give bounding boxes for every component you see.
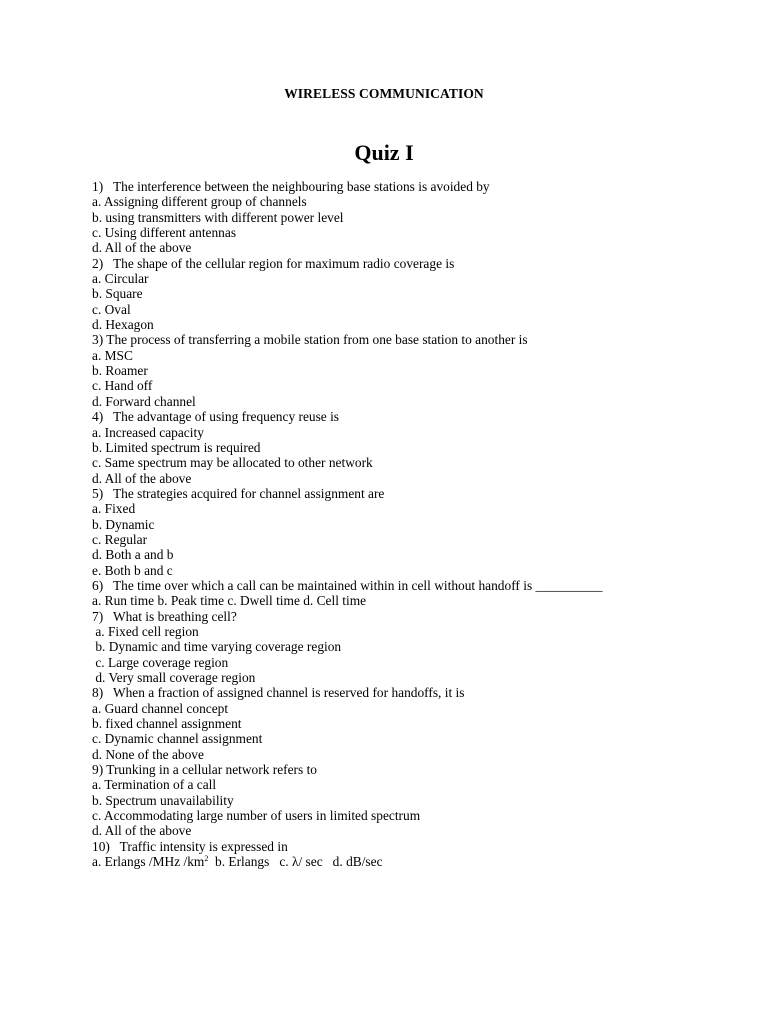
text-line: b. Spectrum unavailability — [92, 792, 234, 808]
text-line: b. Dynamic — [92, 516, 155, 532]
text-line: c. Dynamic channel assignment — [92, 731, 263, 747]
text-line: d. All of the above — [92, 240, 192, 256]
text-line: 5) The strategies acquired for channel assignment are — [92, 485, 385, 501]
text-line: d. Forward channel — [92, 393, 196, 409]
text-line: 7) What is breathing cell? — [92, 608, 237, 624]
text-line: b. Roamer — [92, 363, 148, 379]
text-line: a. MSC — [92, 347, 133, 363]
text-line: 9) Trunking in a cellular network refers to — [92, 762, 317, 778]
text-line: a. Circular — [92, 271, 149, 287]
answer-part-1: a. Erlangs /MHz /km — [92, 854, 205, 870]
last-answer-line — [92, 854, 732, 869]
quiz-title: Quiz I — [354, 140, 414, 165]
text-line: d. Very small coverage region — [92, 670, 256, 685]
text-line: d. Both a and b — [92, 547, 174, 563]
text-line: a. Guard channel concept — [92, 700, 229, 716]
text-line: d. None of the above — [92, 746, 204, 762]
superscript: 2 — [204, 854, 209, 864]
text-line: a. Increased capacity — [92, 424, 204, 440]
document-title: WIRELESS COMMUNICATION — [284, 86, 484, 101]
text-line: d. All of the above — [92, 470, 192, 486]
text-line: c. Oval — [92, 301, 131, 317]
text-line: 1) The interference between the neighbouring base stations is avoided by — [92, 179, 490, 194]
text-line: b. Dynamic and time varying coverage region — [92, 639, 342, 655]
text-line: c. Hand off — [92, 378, 153, 394]
text-line: c. Regular — [92, 531, 148, 547]
text-line: c. Using different antennas — [92, 225, 237, 241]
text-line: e. Both b and c — [92, 562, 173, 578]
text-line: c. Accommodating large number of users in limited spectrum — [92, 808, 421, 824]
text-line: a. Fixed cell region — [92, 623, 199, 639]
text-line: a. Run time b. Peak time c. Dwell time d. Cell time — [92, 593, 367, 609]
text-line: a. Fixed — [92, 501, 136, 517]
text-line: 4) The advantage of using frequency reuse is — [92, 409, 340, 425]
text-line: b. Square — [92, 286, 143, 302]
text-line: b. using transmitters with different power level — [92, 209, 344, 225]
text-line: d. Hexagon — [92, 317, 154, 333]
text-line: 6) The time over which a call can be maintained within in cell without handoff is __________ — [92, 577, 603, 593]
text-line: a. Termination of a call — [92, 777, 217, 793]
text-line: 10) Traffic intensity is expressed in — [92, 838, 288, 854]
text-line: 3) The process of transferring a mobile station from one base station to another is — [92, 332, 528, 348]
text-line: b. Limited spectrum is required — [92, 439, 261, 455]
text-line: c. Same spectrum may be allocated to other network — [92, 455, 373, 471]
text-line: b. fixed channel assignment — [92, 716, 242, 732]
text-line: 2) The shape of the cellular region for maximum radio coverage is — [92, 255, 455, 271]
text-line: d. All of the above — [92, 823, 192, 839]
answer-part-2: b. Erlangs c. λ/ sec d. dB/sec — [208, 854, 383, 870]
text-line: c. Large coverage region — [92, 654, 229, 670]
text-line: a. Assigning different group of channels — [92, 194, 307, 210]
quiz-body — [92, 179, 732, 869]
text-line: 8) When a fraction of assigned channel is reserved for handoffs, it is — [92, 685, 465, 701]
